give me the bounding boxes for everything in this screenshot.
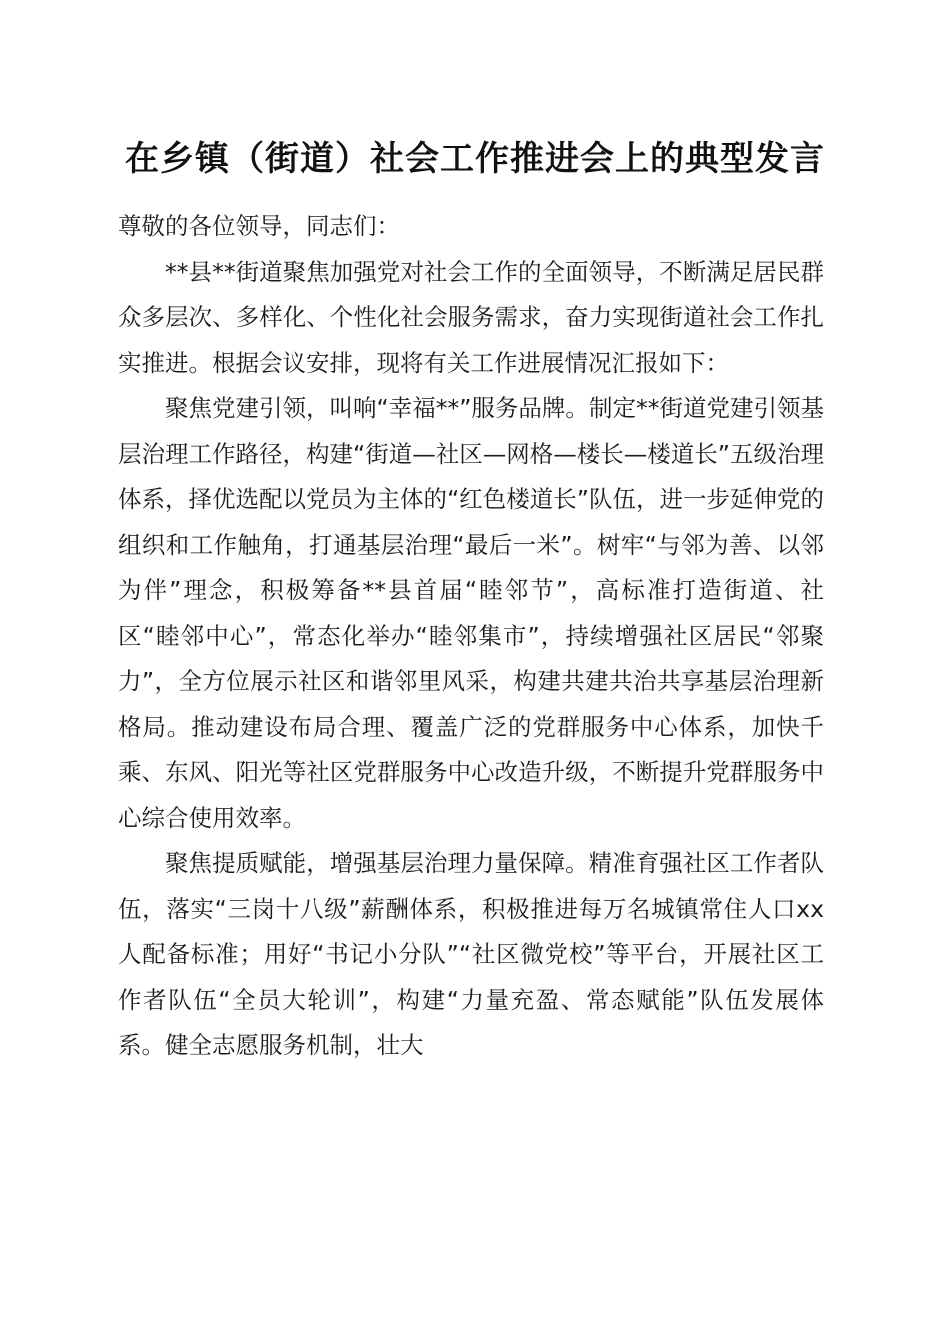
paragraph-party-building: 聚焦党建引领，叫响“幸福**”服务品牌。制定**街道党建引领基层治理工作路径，构建“街道—社区—网格—楼长—楼道长”五级治理体系，择优选配以党员为主体的“红色楼道长”队伍，进一步延伸党的组织和工作触角，打通基层治理“最后一米”。树牢“与邻为善、以邻为伴”理念，积极筹备**县首届“睦邻节”，高标准打造街道、社区“睦邻中心”，常态化举办“睦邻集市”，持续增强社区居民“邻聚力”，全方位展示社区和谐邻里风采，构建共建共治共享基层治理新格局。推动建设布局合理、覆盖广泛的党群服务中心体系，加快千乘、东风、阳光等社区党群服务中心改造升级，不断提升党群服务中心综合使用效率。 (118, 394, 824, 832)
document-body (118, 204, 824, 1069)
document-title: 在乡镇（街道）社会工作推进会上的典型发言 (125, 139, 825, 179)
salutation: 尊敬的各位领导，同志们： (118, 212, 400, 240)
paragraph-intro: **县**街道聚焦加强党对社会工作的全面领导，不断满足居民群众多层次、多样化、个性化社会服务需求，奋力实现街道社会工作扎实推进。根据会议安排，现将有关工作进展情况汇报如下： (118, 257, 824, 377)
paragraph-empowerment: 聚焦提质赋能，增强基层治理力量保障。精准育强社区工作者队伍，落实“三岗十八级”薪酬体系，积极推进每万名城镇常住人口xx人配备标准；用好“书记小分队”“社区微党校”等平台，开展社区工作者队伍“全员大轮训”，构建“力量充盈、常态赋能”队伍发展体系。健全志愿服务机制，壮大 (118, 849, 824, 1059)
